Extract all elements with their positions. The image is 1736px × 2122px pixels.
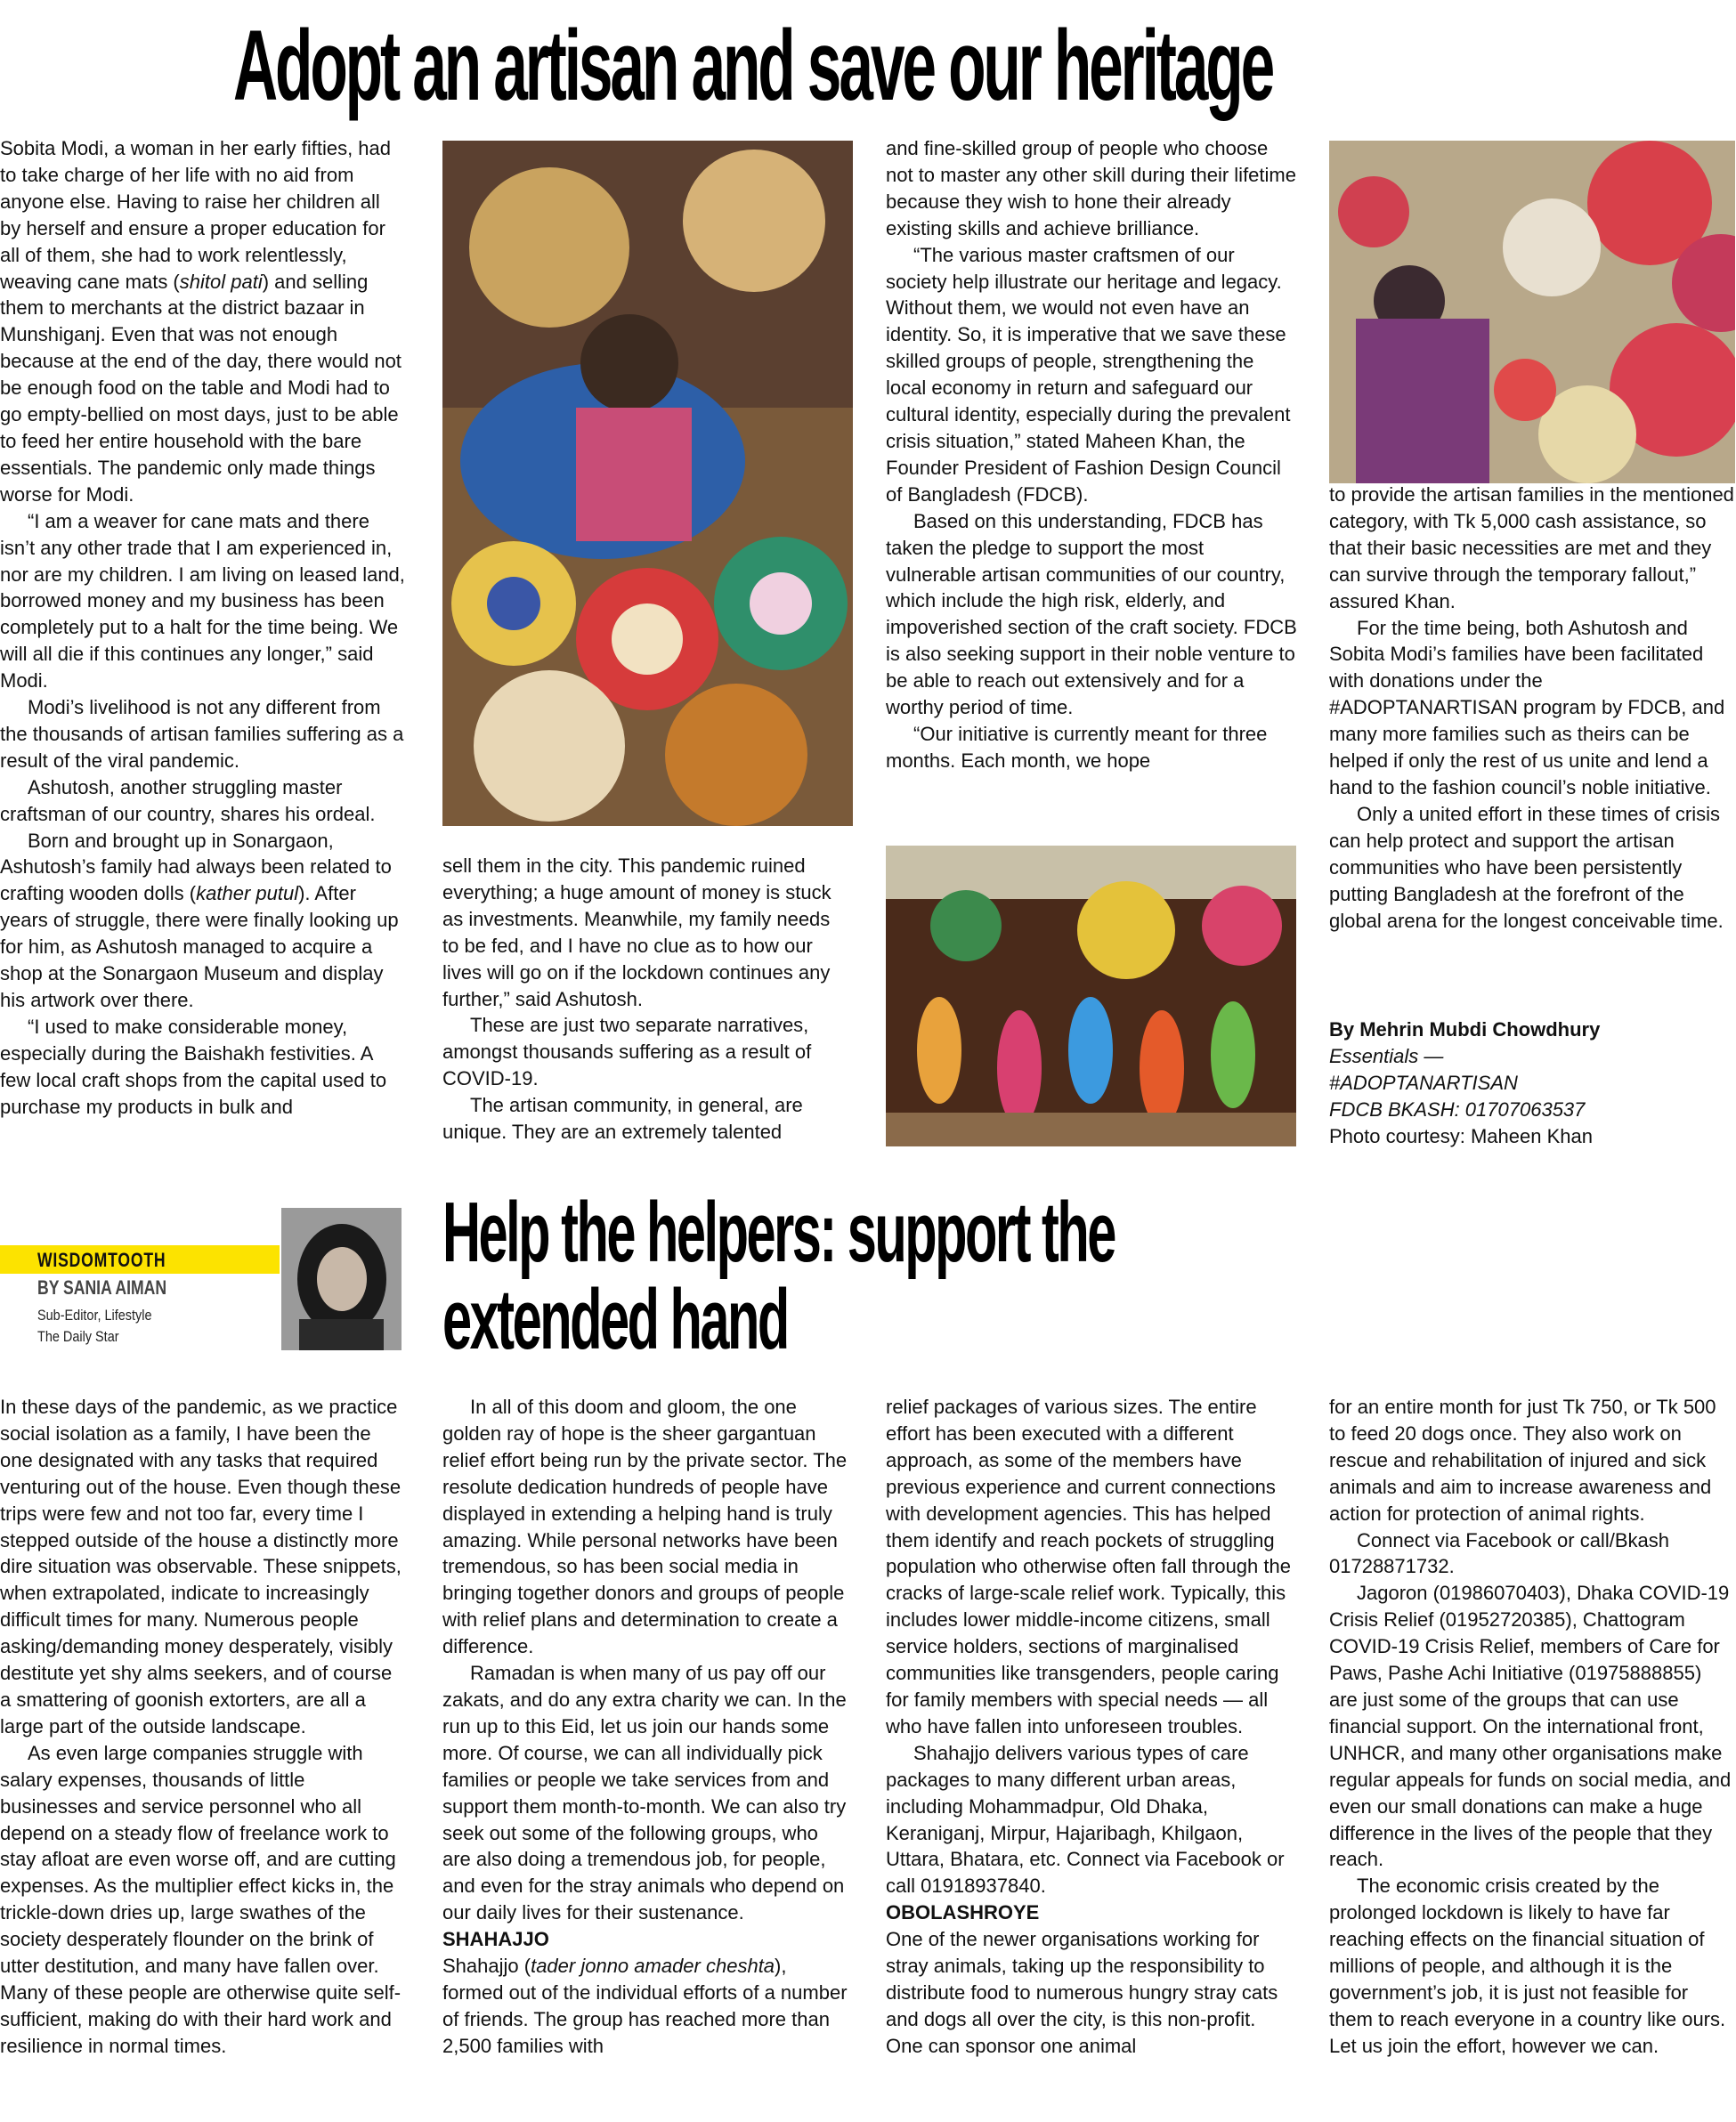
article1-column-3 <box>886 135 1297 774</box>
text-run: As even large companies struggle with salary expenses, thousands of little businesses and service personnel who all depend on a steady flow of freelance work to stay afloat are even worse off, and are cutting expenses. As the multiplier effect kicks in, the trickle-down dries up, large swathes of the society desperately flounder on the brink of utter destitution, and many have fallen over. Many of these people are otherwise quite self-sufficient, making do with their hard work and resilience in normal times. <box>0 1741 402 2057</box>
paragraph <box>0 135 405 508</box>
paragraph <box>0 828 405 1014</box>
text-run: Ashutosh, another struggling master craftsman of our country, shares his ordeal. <box>0 775 376 825</box>
photo-courtesy: Photo courtesy: Maheen Khan <box>1329 1124 1593 1147</box>
paragraph <box>1329 801 1735 935</box>
text-run: Sobita Modi, a woman in her early fifties, had to take charge of her life with no aid from anyone else. Having to raise her children all by herself and ensure a proper education for all of them, she had to work relentlessly, weaving cane mats ( <box>0 137 392 293</box>
paragraph <box>1329 615 1735 801</box>
photo-woman-embroidery <box>1329 141 1735 483</box>
paragraph <box>1329 1580 1735 1873</box>
text-run: “I am a weaver for cane mats and there isn’t any other trade that I am experienced in, nor are my children. I am living on leased land, borrowed money and my business has been completely put to a halt for the time being. We will all die if this continues any longer,” said Modi. <box>0 509 405 692</box>
text-run: Ramadan is when many of us pay off our zakats, and do any extra charity we can. In the run up to this Eid, let us join our hands some more. Of course, we can all individually pick families or people we take services from and support them month-to-month. We can also try seek out some of the following groups, who are also doing a tremendous job, for people, and even for the stray animals who depend on our daily lives for their sustenance. <box>442 1662 847 1924</box>
paragraph <box>0 1740 405 2060</box>
credit-hashtag: #ADOPTANARTISAN <box>1329 1071 1518 1094</box>
headline-adopt-artisan: Adopt an artisan and save our heritage <box>233 10 1273 121</box>
paragraph <box>0 694 405 774</box>
text-run: “The various master craftsmen of our society help illustrate our heritage and legacy. Without them, we would not even have an identity. So, it is imperative that we save these skilled groups of people, strengthening the local economy in return and safeguard our cultural identity, especially during the prevalent crisis situation,” stated Maheen Khan, the Founder President of Fashion Design Council of Bangladesh (FDCB). <box>886 243 1291 506</box>
text-run: Jagoron (01986070403), Dhaka COVID-19 Crisis Relief (01952720385), Chattogram COVID-19 Crisis Relief, members of Care for Paws, Pashe Achi Initiative (01975888855) are just some of the groups that can use financial support. On the international front, UNHCR, and many other organisations make regular appeals for funds on social media, and even our small donations can make a huge difference in the lives of the people that they reach. <box>1329 1582 1732 1871</box>
text-run: These are just two separate narratives, amongst thousands suffering as a result of COVID-19. <box>442 1014 812 1090</box>
article1-credits <box>1329 1016 1735 1150</box>
paragraph <box>1329 1873 1735 2059</box>
text-run: ), formed out of the individual efforts of a number of friends. The group has reached more than 2,500 families with <box>442 1955 848 2057</box>
text-run: Based on this understanding, FDCB has taken the pledge to support the most vulnerable artisan communities of our country, which include the high risk, elderly, and impoverished section of the craft society. FDCB is also seeking support in their noble venture to be able to reach out extensively and for a worthy period of time. <box>886 509 1297 719</box>
paragraph <box>886 135 1297 242</box>
text-run: In all of this doom and gloom, the one golden ray of hope is the sheer gargantuan relief effort being run by the private sector. The resolute dedication hundreds of people have displayed in extending a helping hand is truly amazing. While personal networks have been tremendous, so has been social media in bringing together donors and groups of people with relief plans and determination to create a difference. <box>442 1396 848 1658</box>
paragraph <box>1329 1394 1735 1527</box>
paragraph <box>886 1394 1297 1740</box>
text-run: to provide the artisan families in the mentioned category, with Tk 5,000 cash assistance, so that their basic necessities are met and they can survive through the temporary fallout,” assured Khan. <box>1329 483 1734 612</box>
text-run: Born and brought up in Sonargaon, Ashutosh’s family had always been related to crafting wooden dolls ( <box>0 829 392 905</box>
paragraph <box>0 774 405 828</box>
paragraph <box>442 1092 848 1146</box>
headline-line-1: Help the helpers: support the <box>442 1185 1115 1280</box>
text-run: Connect via Facebook or call/Bkash 01728871732. <box>1329 1528 1669 1578</box>
italic-term: tader jonno amader cheshta <box>531 1955 775 1978</box>
paragraph <box>0 1014 405 1121</box>
paragraph <box>1329 1527 1735 1581</box>
columnist-role: Sub-Editor, Lifestyle <box>37 1307 152 1324</box>
text-run: ) and selling them to merchants at the district bazaar in Munshiganj. Even that was not enough because at the end of the day, there would not be enough food on the table and Modi had to go empty-bellied on most days, just to be able to feed her entire household with the bare essentials. The pandemic only made things worse for Modi. <box>0 270 402 506</box>
column-tag-label: WISDOMTOOTH <box>37 1249 166 1271</box>
article2-column-4 <box>1329 1394 1735 2060</box>
paragraph <box>886 508 1297 721</box>
text-run: sell them in the city. This pandemic ruined everything; a huge amount of money is stuck as investments. Meanwhile, my family needs to be fed, and I have no clue as to how our lives will go on if the lockdown continues any further,” said Ashutosh. <box>442 854 831 1010</box>
text-run: The artisan community, in general, are unique. They are an extremely talented <box>442 1094 803 1144</box>
headline-help-the-helpers <box>442 1185 1115 1367</box>
paragraph <box>886 242 1297 508</box>
columnist-portrait <box>281 1208 402 1350</box>
article1-column-4 <box>1329 482 1735 934</box>
column-tag-bar <box>0 1245 280 1274</box>
columnist-byline: BY SANIA AIMAN <box>37 1276 167 1299</box>
subheading <box>886 1899 1297 1926</box>
author-byline: By Mehrin Mubdi Chowdhury <box>1329 1018 1601 1041</box>
paragraph <box>442 1660 850 1926</box>
paragraph <box>886 1740 1297 1899</box>
photo-cane-weaver <box>442 141 853 826</box>
text-run: “I used to make considerable money, especially during the Baishakh festivities. A few local craft shops from the capital used to purchase my products in bulk and <box>0 1015 387 1118</box>
paragraph <box>0 1394 405 1740</box>
text-run: In these days of the pandemic, as we practice social isolation as a family, I have been the one designated with any tasks that required venturing out of the house. Even though these trips were few and not too far, every time I stepped outside of the house a distinctly more dire situation was observable. These snippets, when extrapolated, indicate to increasingly difficult times for many. Numerous people asking/demanding money desperately, visibly destitute yet shy alms seekers, and of course a smattering of goonish extorters, are all a large part of the outside landscape. <box>0 1396 402 1737</box>
text-run: and fine-skilled group of people who choose not to master any other skill during their lifetime because they wish to hone their already existing skills and achieve brilliance. <box>886 137 1296 239</box>
paragraph <box>886 1926 1297 2060</box>
text-run: One of the newer organisations working for stray animals, taking up the responsibility to distribute food to numerous hungry stray cats and dogs all over the city, is this non-profit. One can sponsor one animal <box>886 1928 1278 2057</box>
text-run: Modi’s livelihood is not any different from the thousands of artisan families suffering as a result of the viral pandemic. <box>0 696 404 772</box>
text-run: The economic crisis created by the prolonged lockdown is likely to have far reaching effects on the financial situation of millions of people, and although it is the government’s job, it is just not feasible for them to reach everyone in a country like ours. Let us join the effort, however we can. <box>1329 1875 1726 2057</box>
paragraph <box>442 1953 850 2060</box>
text-run: For the time being, both Ashutosh and Sobita Modi’s families have been facilitated with donations under the #ADOPTANARTISAN program by FDCB, and many more families such as theirs can be helped if only the rest of us unite and lend a hand to the fashion council’s noble initiative. <box>1329 616 1725 798</box>
text-run: ). After years of struggle, there were finally looking up for him, as Ashutosh managed to acquire a shop at the Sonargaon Museum and display his artwork over there. <box>0 882 399 1011</box>
subheading <box>442 1926 850 1953</box>
text-run: Shahajjo ( <box>442 1955 531 1978</box>
headline-line-2: extended hand <box>442 1272 788 1367</box>
text-run: “Our initiative is currently meant for three months. Each month, we hope <box>886 722 1268 772</box>
text-run: Only a united effort in these times of crisis can help protect and support the artisan communities who have been persistently putting Bangladesh at the forefront of the global arena for the longest conceivable time. <box>1329 802 1724 932</box>
paragraph <box>1329 482 1735 615</box>
paragraph <box>886 721 1297 774</box>
columnist-publication: The Daily Star <box>37 1328 119 1345</box>
italic-term: shitol pati <box>179 270 263 293</box>
article2-column-3 <box>886 1394 1297 2060</box>
paragraph <box>442 853 848 1012</box>
credit-essentials: Essentials — <box>1329 1044 1444 1067</box>
paragraph <box>442 1394 850 1660</box>
text-run: OBOLASHROYE <box>886 1901 1040 1924</box>
paragraph <box>0 508 405 694</box>
text-run: for an entire month for just Tk 750, or Tk 500 to feed 20 dogs once. They also work on rescue and rehabilitation of injured and sick animals and aim to increase awareness and action for protection of animal rights. <box>1329 1396 1716 1525</box>
article1-column-1 <box>0 135 405 1121</box>
italic-term: kather putul <box>196 882 299 905</box>
article1-column-2 <box>442 853 848 1146</box>
article2-column-2 <box>442 1394 850 2060</box>
article2-column-1 <box>0 1394 405 2060</box>
photo-hanging-baskets <box>886 846 1296 1146</box>
text-run: relief packages of various sizes. The entire effort has been executed with a different approach, as some of the members have previous experience and current connections with development agencies. This has helped them identify and reach pockets of struggling population who otherwise often fall through the cracks of large-scale relief work. Typically, this includes lower middle-income citizens, small service holders, sections of marginalised communities like transgenders, people caring for family members with special needs — all who have fallen into unforeseen troubles. <box>886 1396 1291 1737</box>
text-run: SHAHAJJO <box>442 1928 549 1951</box>
text-run: Shahajjo delivers various types of care packages to many different urban areas, including Mohammadpur, Old Dhaka, Keraniganj, Mirpur, Hajaribagh, Khilgaon, Uttara, Bhatara, etc. Connect via Facebook or call 01918937840. <box>886 1741 1285 1898</box>
paragraph <box>442 1012 848 1092</box>
credit-bkash: FDCB BKASH: 01707063537 <box>1329 1097 1586 1121</box>
